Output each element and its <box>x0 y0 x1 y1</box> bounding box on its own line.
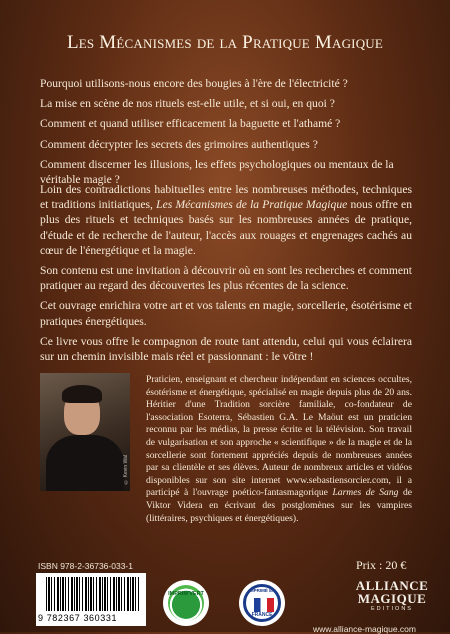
author-photo-hair <box>62 385 102 403</box>
price: Prix : 20 € <box>356 558 407 572</box>
bio-text: de Viktor Videra en écrivant des postglomènes sur les vampires (littéraires, psychiques et énergétiques). <box>146 487 412 524</box>
publisher-name-line2: MAGIQUE <box>357 591 427 606</box>
description-paragraph-3: Cet ouvrage enrichira votre art et vos talents en magie, sorcellerie, ésotérisme et pratiques énergétiques. <box>40 299 412 328</box>
question-item: Comment et quand utiliser efficacement la baguette et l'athamé ? <box>40 117 341 131</box>
publisher-name-line1: ALLIANCE <box>355 578 429 593</box>
french-flag-icon <box>243 584 281 622</box>
bio-work-title: Larmes de Sang <box>332 487 399 499</box>
photo-credit: © Kevin Wal <box>123 455 129 485</box>
question-item: Pourquoi utilisons-nous encore des bougies à l'ère de l'électricité ? <box>40 77 348 90</box>
description-paragraph-1 <box>40 182 412 258</box>
imprime-en-france-logo <box>239 580 285 626</box>
description <box>40 182 412 369</box>
description-paragraph-2: Son contenu est une invitation à découvrir où en sont les recherches et comment pratiquer au regard des découvertes les plus récentes de la science. <box>40 264 412 293</box>
bio-text: Praticien, enseignant et chercheur indépendant en sciences occultes, ésotérisme et énergétique, spécialisé en magie depuis plus de 20 ans. Héritier d'une Tradition sorcière familiale, co-fondateur de l'association Esoterra, Sébastien G.A. Le Maöut est un praticien reconnu par les médias, la presse écrite et la télévision. Son travail de vulgarisation et son approche « scientifique » de la magie et de la sorcellerie sont fortement appréciés depuis de nombreuses années par sa clientèle et ses élèves. Auteur de nombreux articles et vidéos disponibles sur son site internet www.sebastiensorcier.com, il a participé à l'ouvrage poético-fantasmagorique <box>146 374 412 499</box>
book-title: Les Mécanismes de la Pratique Magique <box>66 32 384 53</box>
book-title-inline: Les Mécanismes de la Pratique Magique <box>156 198 348 212</box>
flag-icon <box>254 598 274 612</box>
publisher-website: www.alliance-magique.com <box>313 624 416 634</box>
author-photo-body <box>46 435 124 491</box>
imprim-vert-logo <box>163 580 209 626</box>
barcode-bars <box>46 577 140 611</box>
question-item: Comment décrypter les secrets des grimoires authentiques ? <box>40 137 318 151</box>
description-paragraph-4: Ce livre vous offre le compagnon de route tant attendu, celui qui vous éclairera sur un chemin invisible mais réel et passionnant : le vôtre ! <box>40 334 412 364</box>
imprim-vert-label: IMPRIM'VERT <box>168 591 204 597</box>
questions-list <box>40 76 412 193</box>
question-item: La mise en scène de nos rituels est-elle utile, et si oui, en quoi ? <box>40 97 335 111</box>
imprime-en-label: IMPRIMÉ EN <box>248 588 276 593</box>
isbn: ISBN 978-2-36736-033-1 <box>38 561 133 571</box>
france-label: FRANCE <box>251 612 273 618</box>
publisher-name-line3: EDITIONS <box>371 606 413 612</box>
leaf-icon <box>168 585 204 621</box>
author-bio <box>146 374 412 525</box>
barcode-digits: 9 782367 360331 <box>38 613 118 623</box>
author-photo <box>40 373 130 491</box>
barcode <box>36 573 146 626</box>
paragraph-text: nous offre en plus des rituels et techniques basés sur les nombreuses années de pratique, d'étude et de recherche de l'auteur, l'accès aux rouages et engrenages cachés au cœur de l'énergétique et la magie. <box>40 198 412 257</box>
paragraph-text: Loin des contradictions habituelles entre les nombreuses méthodes, techniques et traditions initiatiques, <box>40 183 412 212</box>
question-item: Comment discerner les illusions, les effets psychologiques ou mentaux de la véritable magie ? <box>40 157 394 187</box>
publisher-logo <box>352 579 432 613</box>
